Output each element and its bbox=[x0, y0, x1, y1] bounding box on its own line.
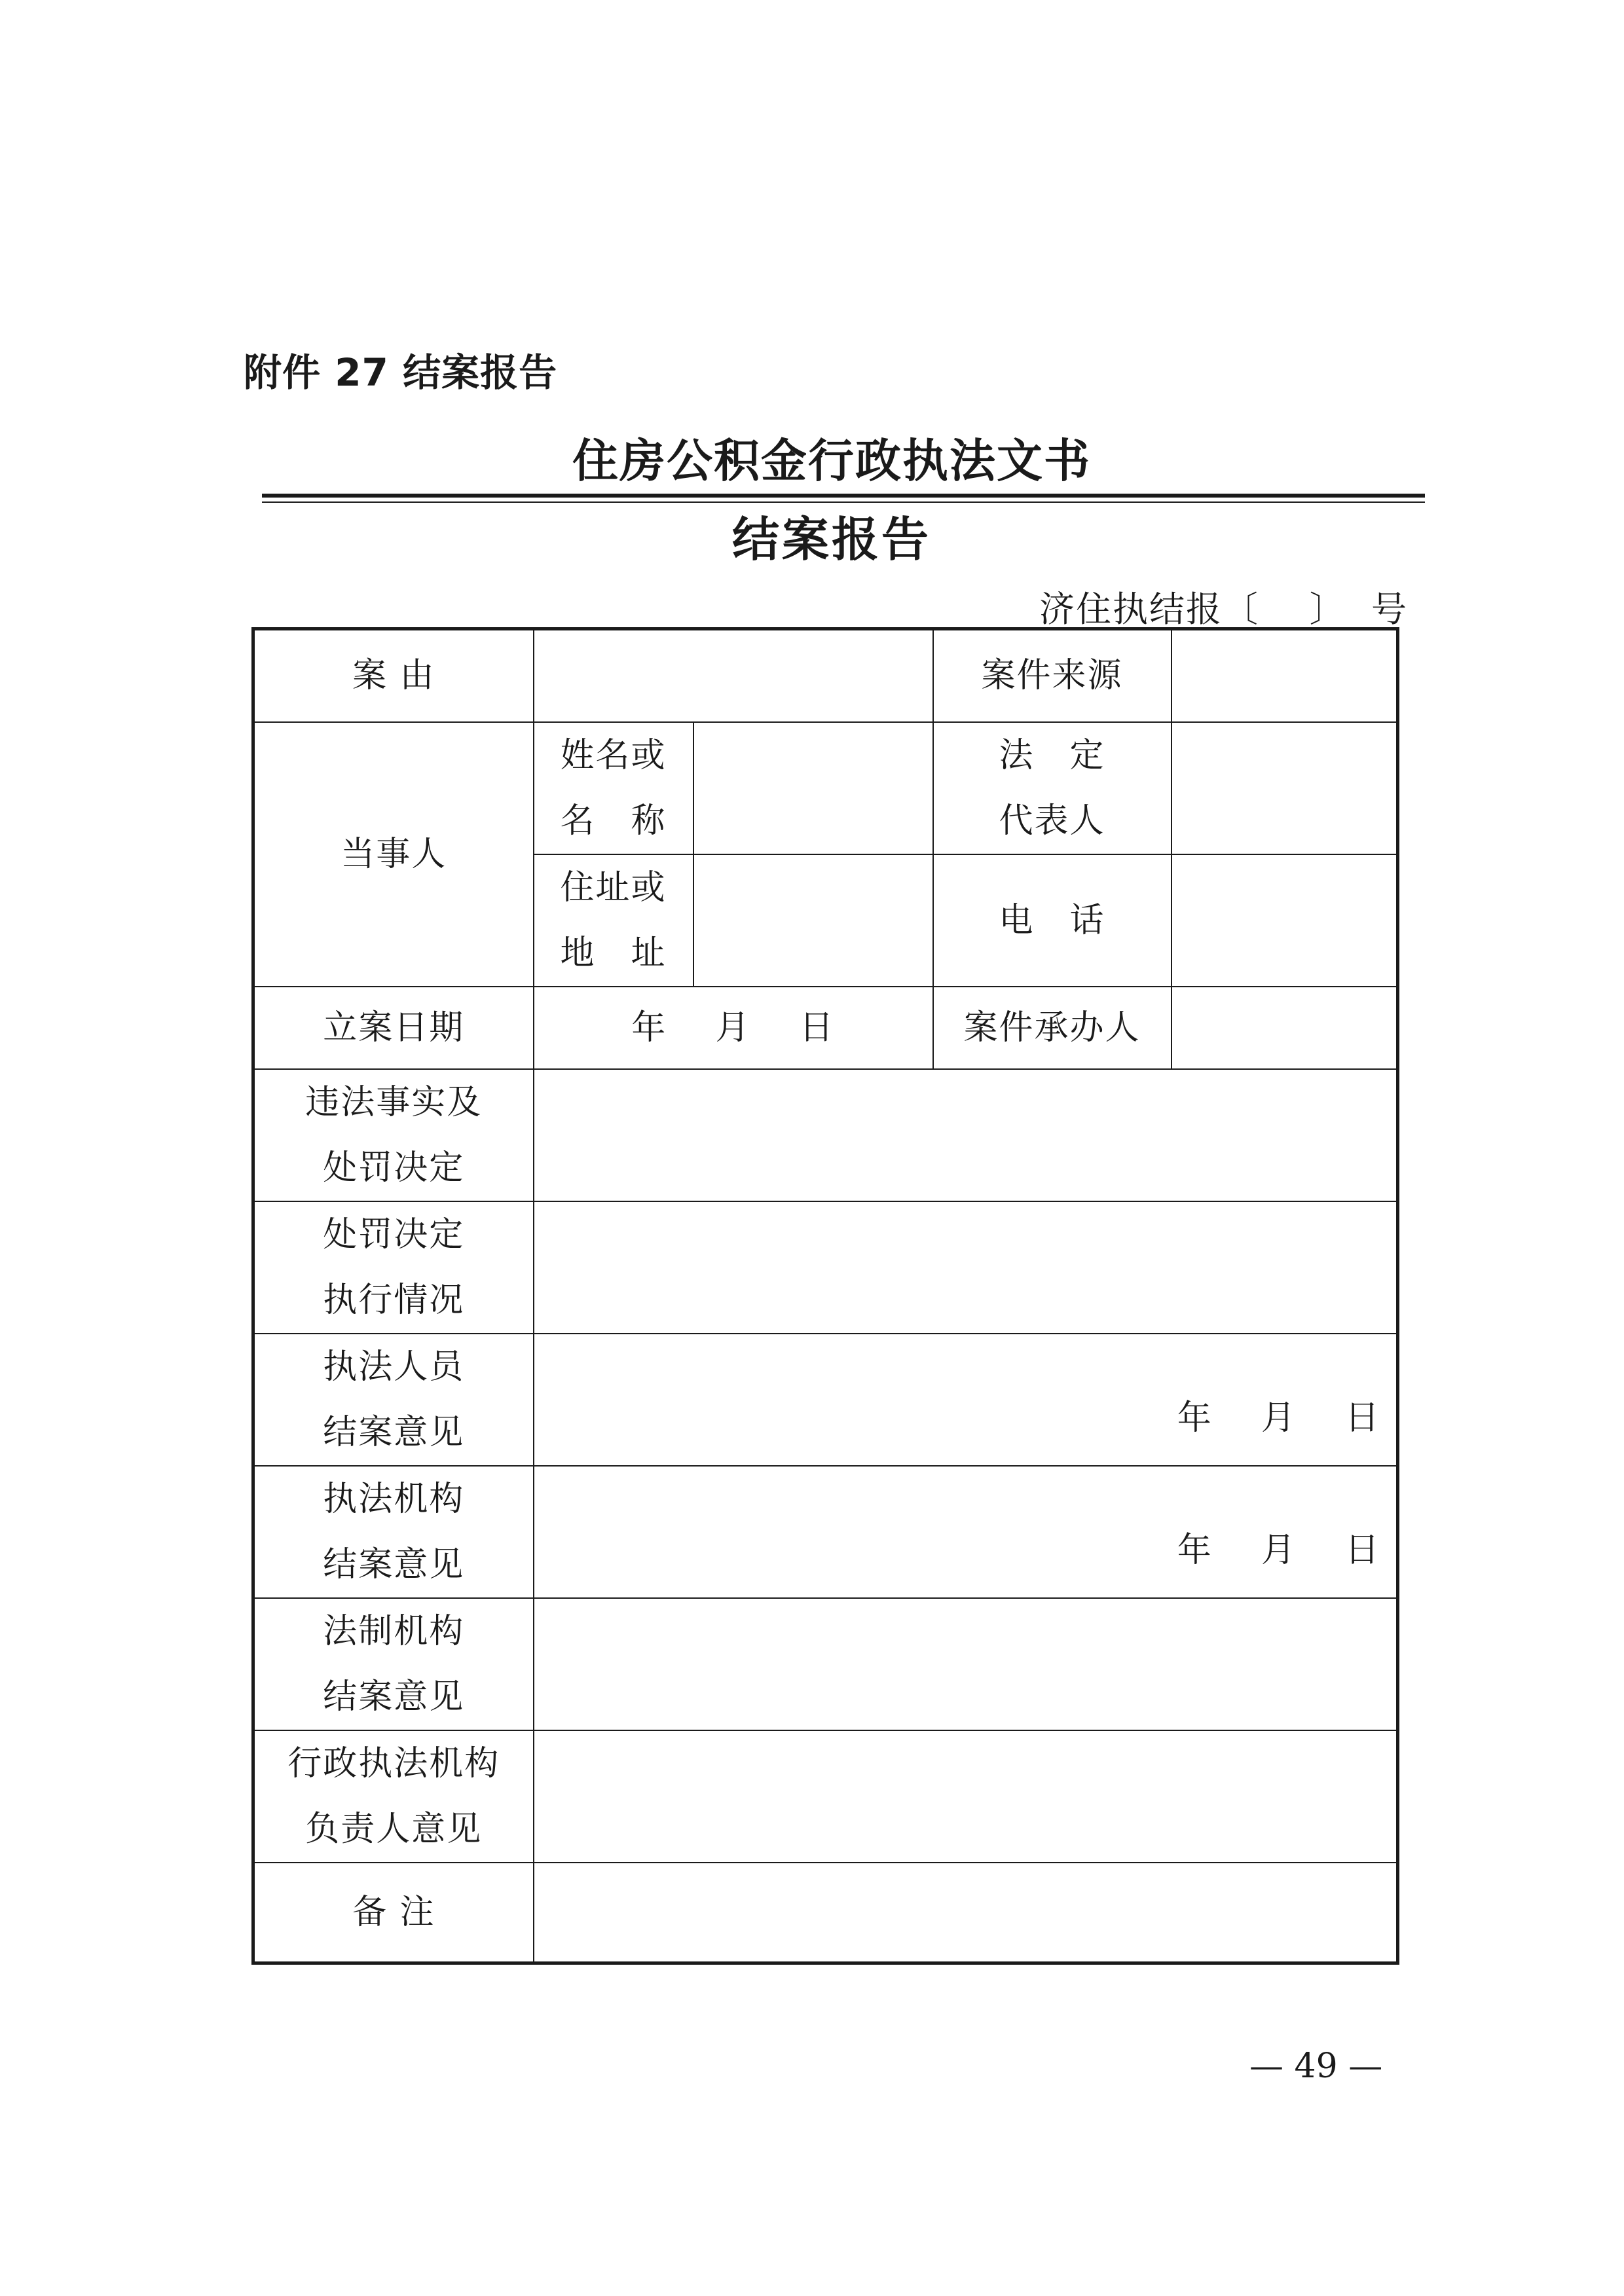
remarks-field[interactable] bbox=[534, 1863, 1398, 1963]
case-reason-label: 案 由 bbox=[253, 629, 534, 722]
agency-opinion-date: 年 月 日 bbox=[1177, 1530, 1380, 1570]
document-title: 结案报告 bbox=[731, 512, 931, 567]
case-source-field[interactable] bbox=[1172, 629, 1398, 722]
table-row bbox=[253, 1863, 1398, 1963]
officer-opinion-field[interactable] bbox=[534, 1334, 1398, 1466]
handler-label: 案件承办人 bbox=[933, 987, 1172, 1069]
legal-opinion-field[interactable] bbox=[534, 1598, 1398, 1730]
document-series-title: 住房公积金行政执法文书 bbox=[572, 433, 1091, 488]
page-number: — 49 — bbox=[1249, 2047, 1383, 2086]
execution-label: 处罚决定 执行情况 bbox=[253, 1201, 534, 1334]
document-number: 济住执结报〔 〕 号 bbox=[1039, 589, 1408, 630]
phone-label: 电 话 bbox=[933, 854, 1172, 987]
address-field[interactable] bbox=[693, 854, 933, 987]
agency-opinion-label: 执法机构 结案意见 bbox=[253, 1466, 534, 1598]
table-row bbox=[253, 1201, 1398, 1334]
case-source-label: 案件来源 bbox=[933, 629, 1172, 722]
handler-field[interactable] bbox=[1172, 987, 1398, 1069]
table-row bbox=[253, 1598, 1398, 1730]
name-label: 姓名或 名 称 bbox=[534, 722, 693, 854]
party-label: 当事人 bbox=[253, 722, 534, 987]
officer-opinion-date: 年 月 日 bbox=[1177, 1398, 1380, 1438]
agency-opinion-field[interactable] bbox=[534, 1466, 1398, 1598]
table-row bbox=[253, 987, 1398, 1069]
legal-opinion-label: 法制机构 结案意见 bbox=[253, 1598, 534, 1730]
execution-field[interactable] bbox=[534, 1201, 1398, 1334]
violation-label: 违法事实及 处罚决定 bbox=[253, 1069, 534, 1201]
table-row bbox=[253, 1466, 1398, 1598]
officer-opinion-label: 执法人员 结案意见 bbox=[253, 1334, 534, 1466]
table-row bbox=[253, 1730, 1398, 1863]
case-reason-field[interactable] bbox=[534, 629, 933, 722]
attachment-label: 附件 27 结案报告 bbox=[244, 350, 558, 395]
table-row bbox=[253, 722, 1398, 854]
remarks-label: 备 注 bbox=[253, 1863, 534, 1963]
legal-rep-field[interactable] bbox=[1172, 722, 1398, 854]
legal-rep-label: 法 定 代表人 bbox=[933, 722, 1172, 854]
violation-field[interactable] bbox=[534, 1069, 1398, 1201]
filing-date-label: 立案日期 bbox=[253, 987, 534, 1069]
head-opinion-label: 行政执法机构 负责人意见 bbox=[253, 1730, 534, 1863]
filing-date-field[interactable]: 年 月 日 bbox=[534, 987, 933, 1069]
phone-field[interactable] bbox=[1172, 854, 1398, 987]
table-row bbox=[253, 1334, 1398, 1466]
table-row bbox=[253, 1069, 1398, 1201]
address-label: 住址或 地 址 bbox=[534, 854, 693, 987]
title-rule-thick bbox=[262, 494, 1425, 498]
head-opinion-field[interactable] bbox=[534, 1730, 1398, 1863]
table-row bbox=[253, 629, 1398, 722]
case-closing-form bbox=[251, 627, 1399, 1965]
name-field[interactable] bbox=[693, 722, 933, 854]
